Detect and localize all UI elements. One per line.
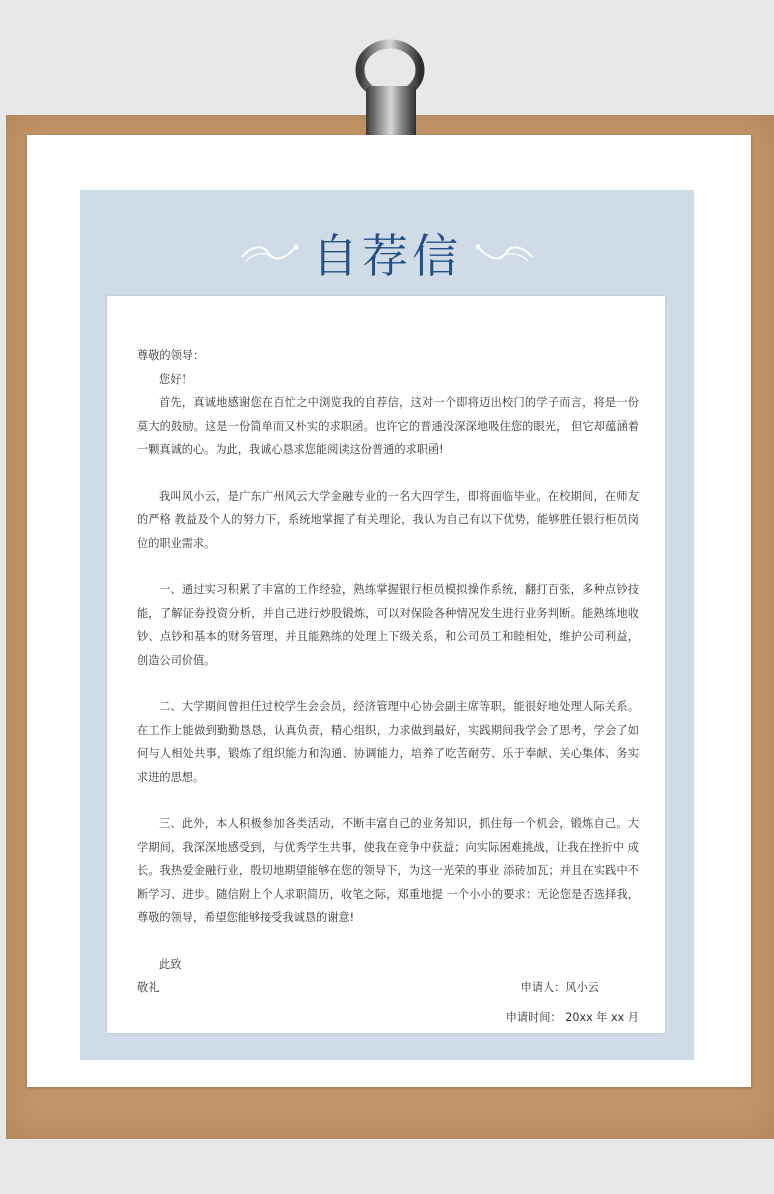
closing-line-1: 此致 xyxy=(159,957,182,971)
paragraph-intro: 首先，真诚地感谢您在百忙之中浏览我的自荐信，这对一个即将迈出校门的学子而言，将是一份莫大的鼓励。这是一份简单而又朴实的求职函。也许它的普通没深深地吸住您的眼光， 但它却蕴涵着一颗真诚的心。为此，我诚心恳求您能阅读这份普通的求职函! xyxy=(137,396,639,456)
paragraph-point-1: 一、通过实习积累了丰富的工作经验，熟练掌握银行柜员模拟操作系统，翻打百张，多种点钞技能，了解证券投资分析，并自己进行炒股锻炼，可以对保险各种情况发生进行业务判断。能熟练地收钞、点钞和基本的财务管理，并且能熟练的处理上下级关系，和公司员工和睦相处，维护公司利益，创造公司价值。 xyxy=(137,583,639,667)
greeting: 您好！ xyxy=(159,372,193,386)
paragraph-point-3: 三、此外，本人积极参加各类活动，不断丰富自己的业务知识，抓住每一个机会，锻炼自己。大学期间，我深深地感受到，与优秀学生共事，使我在竞争中获益；向实际困难挑战，让我在挫折中 成长。我热爱金融行业，殷切地期望能够在您的领导下，为这一光荣的事业 添砖加瓦；并且在实践中不断学习、进步。随信附上个人求职简历，收笔之际，郑重地提 一个小小的要求：无论您是否选择我，尊敬的领导，希望您能够接受我诚恳的谢意! xyxy=(137,817,639,924)
letter-title: 自荐信 xyxy=(312,229,462,283)
left-flourish-icon xyxy=(238,241,300,265)
paragraph-self: 我叫风小云，是广东广州风云大学金融专业的一名大四学生，即将面临毕业。在校期间，在师友的严格 教益及个人的努力下，系统地掌握了有关理论，我认为自己有以下优势，能够胜任银行柜员岗位的职业需求。 xyxy=(137,489,639,550)
application-date: 申请时间： 20xx 年 xx 月 xyxy=(505,1010,639,1024)
right-flourish-icon xyxy=(474,241,536,265)
closing-line-2: 敬礼 xyxy=(137,981,160,994)
title-area xyxy=(80,222,694,284)
salutation: 尊敬的领导： xyxy=(137,349,205,362)
applicant-name: 申请人：风小云 xyxy=(520,981,599,994)
paragraph-point-2: 二、大学期间曾担任过校学生会会员，经济管理中心协会副主席等职，能很好地处理人际关系。在工作上能做到勤勤恳恳，认真负责，精心组织，力求做到最好，实践期间我学会了思考，学会了如何与人相处共事，锻炼了组织能力和沟通、协调能力，培养了吃苦耐劳、乐于奉献、关心集体、务实求进的思想。 xyxy=(137,700,639,784)
letter-content xyxy=(137,344,639,1029)
